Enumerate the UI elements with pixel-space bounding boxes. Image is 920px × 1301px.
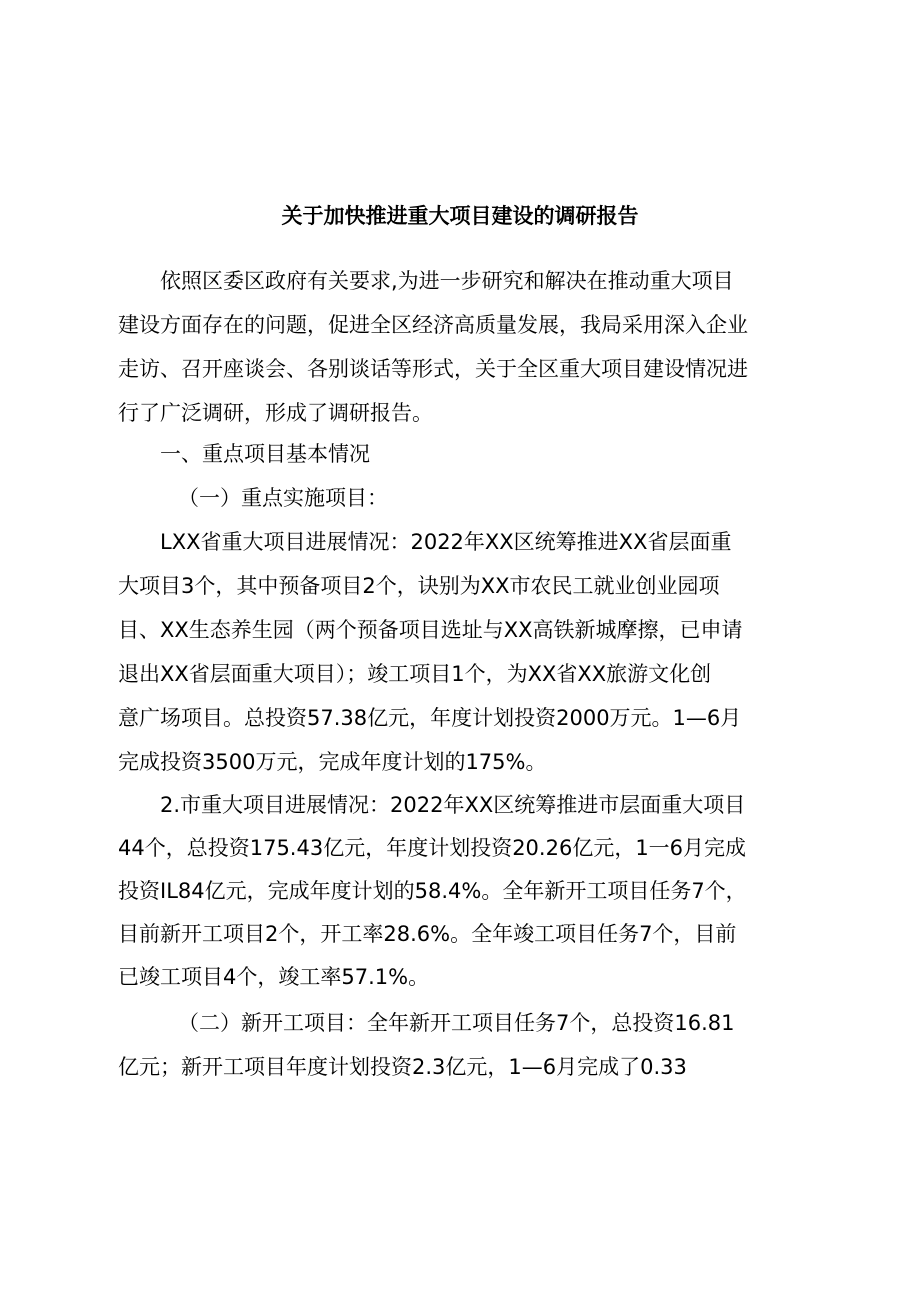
paragraph-line: 2.市重大项目进展情况：2022年XX区统筹推进市层面重大项目 xyxy=(160,793,746,817)
paragraph-line: 目前新开工项目2个，开工率28.6%。全年竣工项目任务7个，目前 xyxy=(118,922,737,946)
paragraph-line: 退出XX省层面重大项目）；竣工项目1个，为XX省XX旅游文化创 xyxy=(118,662,712,686)
paragraph-line: 建设方面存在的问题，促进全区经济高质量发展，我局采用深入企业 xyxy=(118,313,748,337)
paragraph-line: LXX省重大项目进展情况：2022年XX区统筹推进XX省层面重 xyxy=(160,530,732,554)
document-title: 关于加快推进重大项目建设的调研报告 xyxy=(281,204,639,228)
paragraph-line: 完成投资3500万元，完成年度计划的175%。 xyxy=(118,750,547,774)
paragraph-line: 大项目3个，其中预备项目2个，诀别为XX市农民工就业创业园项 xyxy=(118,574,720,598)
subsection-heading: （一）重点实施项目： xyxy=(178,486,388,510)
paragraph-line: 已竣工项目4个，竣工率57.1%。 xyxy=(118,965,430,989)
paragraph-line: （二）新开工项目：全年新开工项目任务7个，总投资16.81 xyxy=(178,1011,735,1035)
paragraph-line: 投资IL84亿元，完成年度计划的58.4%。全年新开工项目任务7个， xyxy=(118,879,747,903)
paragraph-line: 意广场项目。总投资57.38亿元，年度计划投资2000万元。1—6月 xyxy=(118,706,742,730)
paragraph-line: 行了广泛调研，形成了调研报告。 xyxy=(118,401,433,425)
section-heading: 一、重点项目基本情况 xyxy=(160,442,370,466)
paragraph-line: 走访、召开座谈会、各别谈话等形式，关于全区重大项目建设情况进 xyxy=(118,357,748,381)
paragraph-line: 亿元；新开工项目年度计划投资2.3亿元，1—6月完成了0.33 xyxy=(118,1055,687,1079)
paragraph-line: 44个，总投资175.43亿元，年度计划投资20.26亿元，1一6月完成 xyxy=(118,836,747,860)
paragraph-line: 依照区委区政府有关要求,为进一步研究和解决在推动重大项目 xyxy=(160,269,734,293)
paragraph-line: 目、XX生态养生园（两个预备项目选址与XX高铁新城摩擦，已申请 xyxy=(118,618,743,642)
